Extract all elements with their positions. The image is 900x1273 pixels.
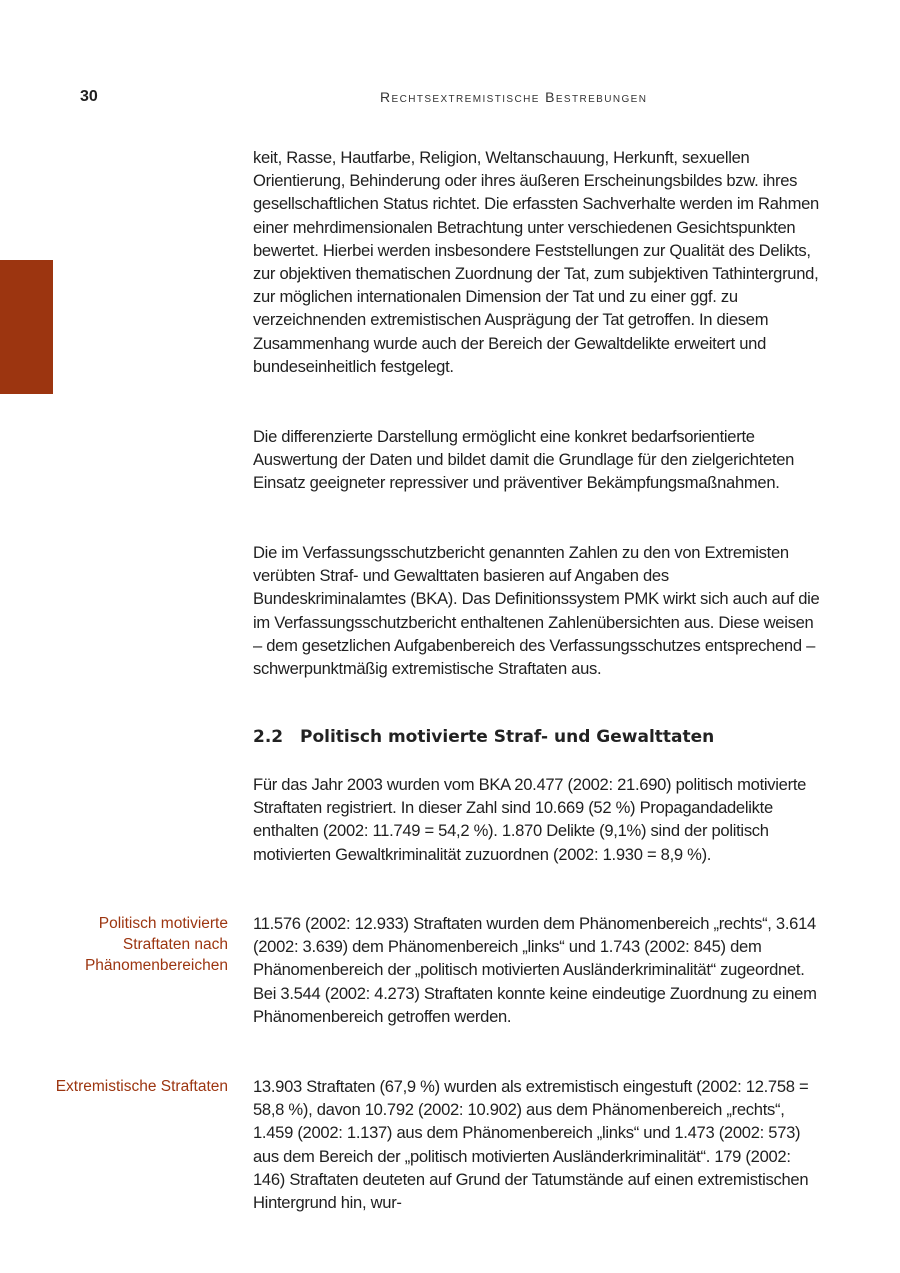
section-title: Politisch motivierte Straf- und Gewalttaten <box>300 727 715 747</box>
paragraph-text: Die im Verfassungsschutzbericht genannten Zahlen zu den von Extremisten verübten Straf- und Gewalttaten basieren auf Angaben des Bundeskriminalamtes (BKA). Das Definitionssystem PMK wirkt sich auch auf die im Verfassungsschutzbericht enthaltenen Zahlenübersichten aus. Diese weisen – dem gesetzlichen Aufgabenbereich des Verfassungsschutzes entsprechend – schwerpunktmäßig extremistische Straftaten aus. <box>253 543 820 679</box>
paragraph-1 <box>253 146 821 378</box>
paragraph-2 <box>253 425 821 495</box>
paragraph-3 <box>253 541 821 680</box>
chapter-tab-marker <box>0 260 53 394</box>
margin-note-phenomena: Politisch motivierte Straftaten nach Phänomenbereichen <box>84 915 228 974</box>
paragraph-5 <box>253 912 821 1028</box>
paragraph-text: 13.903 Straftaten (67,9 %) wurden als extremistisch eingestuft (2002: 12.758 = 58,8 %), davon 10.792 (2002: 10.902) aus dem Phänomenbereich „rechts“, 1.459 (2002: 1.137) aus dem Phänomenbereich „links“ und 1.473 (2002: 573) aus dem Bereich der „politisch motivierten Ausländerkriminalität“. 179 (2002: 146) Straftaten deuteten auf Grund der Tatumstände auf einen extremistischen Hintergrund hin, wur- <box>253 1077 809 1213</box>
page-number: 30 <box>80 88 98 105</box>
paragraph-4 <box>253 773 821 866</box>
paragraph-text: Die differenzierte Darstellung ermöglicht eine konkret bedarfsorientierte Auswertung der Daten und bildet damit die Grundlage für den zielgerichteten Einsatz geeigneter repressiver und präventiver Bekämpfungsmaßnahmen. <box>253 427 795 493</box>
margin-note-extremist: Extremistische Straftaten <box>55 1078 228 1095</box>
paragraph-6 <box>253 1075 821 1214</box>
section-heading <box>253 727 714 747</box>
section-number: 2.2 <box>253 727 284 747</box>
paragraph-text: 11.576 (2002: 12.933) Straftaten wurden dem Phänomenbereich „rechts“, 3.614 (2002: 3.639) dem Phänomenbereich „links“ und 1.743 (2002: 845) dem Phänomenbereich der „politisch motivierten Ausländerkriminalität“ zugeordnet. Bei 3.544 (2002: 4.273) Straftaten konnte keine eindeutige Zuordnung zu einem Phänomenbereich getroffen werden. <box>253 914 817 1026</box>
paragraph-text: keit, Rasse, Hautfarbe, Religion, Weltanschauung, Herkunft, sexuellen Orientierung, Behinderung oder ihres äußeren Erscheinungsbildes bzw. ihres gesellschaftlichen Status richtet. Die erfassten Sachverhalte werden im Rahmen einer mehrdimensionalen Betrachtung unter verschiedenen Gesichtspunkten bewertet. Hierbei werden insbesondere Feststellungen zur Qualität des Delikts, zur objektiven thematischen Zuordnung der Tat, zum subjektiven Tathintergrund, zur möglichen internationalen Dimension der Tat und zu einer ggf. zu verzeichnenden extremistischen Ausprägung der Tat getroffen. In diesem Zusammenhang wurde auch der Bereich der Gewaltdelikte erweitert und bundeseinheitlich festgelegt. <box>253 148 819 376</box>
paragraph-text: Für das Jahr 2003 wurden vom BKA 20.477 (2002: 21.690) politisch motivierte Straftaten registriert. In dieser Zahl sind 10.669 (52 %) Propagandadelikte enthalten (2002: 11.749 = 54,2 %). 1.870 Delikte (9,1%) sind der politisch motivierten Gewaltkriminalität zuzuordnen (2002: 1.930 = 8,9 %). <box>253 775 807 864</box>
running-head: Rechtsextremistische Bestrebungen <box>380 89 648 105</box>
